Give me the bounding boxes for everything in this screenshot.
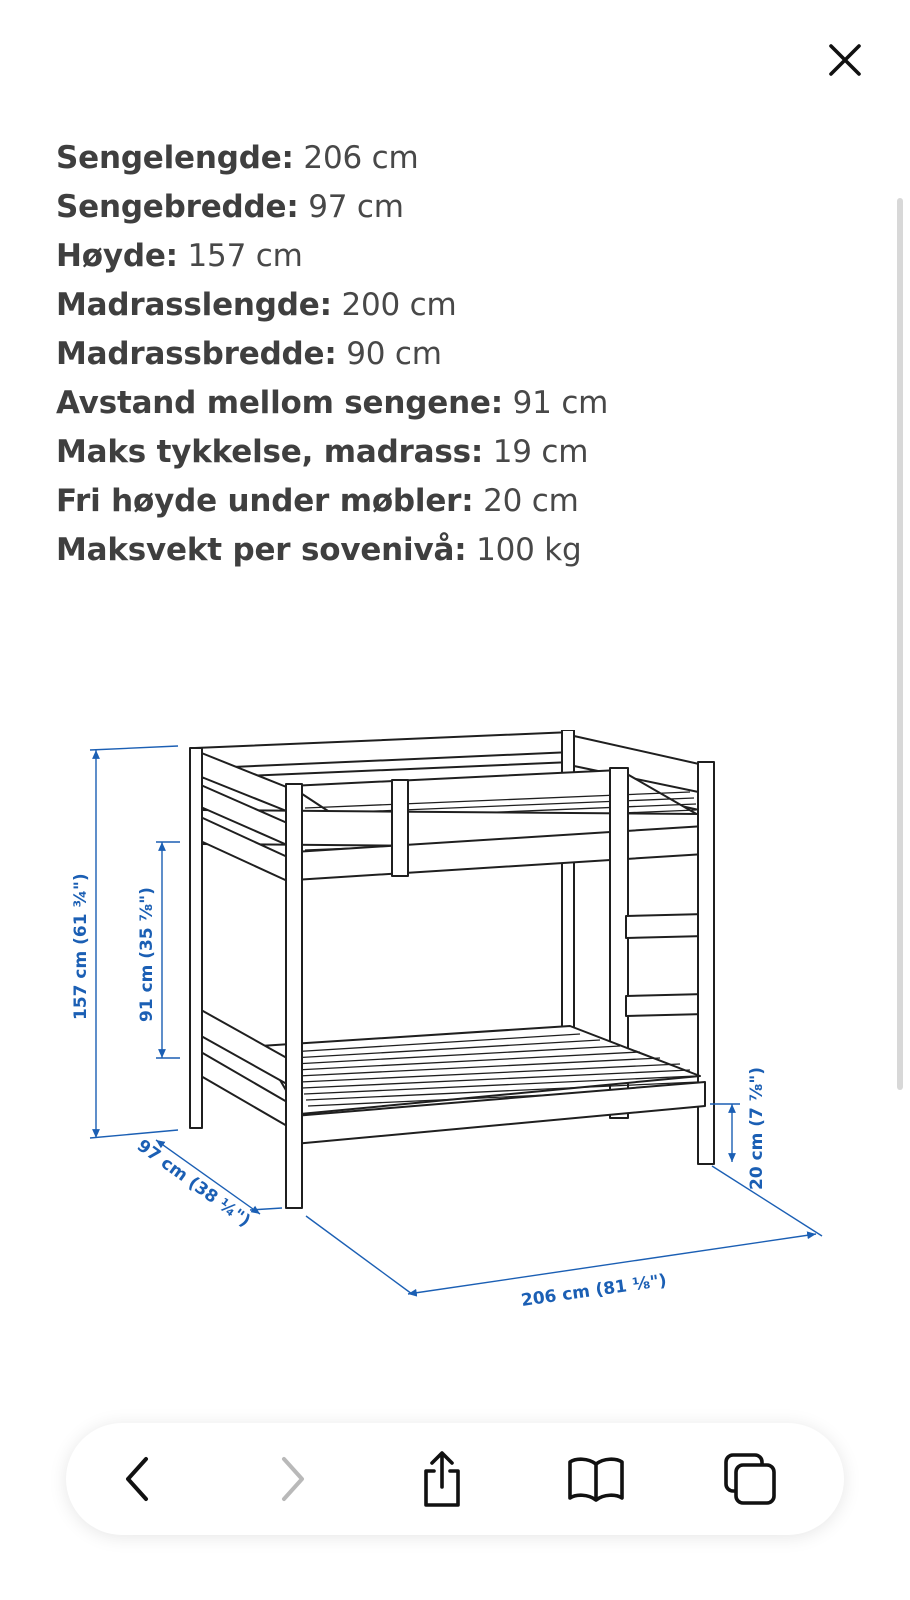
- forward-icon: [274, 1455, 310, 1503]
- forward-button[interactable]: [262, 1449, 322, 1509]
- spec-row: [56, 379, 608, 428]
- back-icon: [120, 1455, 156, 1503]
- bunk-bed-dimension-drawing: [60, 730, 850, 1340]
- spec-label: Sengelengde:: [56, 140, 294, 176]
- dim-floor-clearance-label: 20 cm (7 ⅞"): [747, 1066, 767, 1190]
- spec-value: 200 cm: [341, 287, 457, 323]
- dim-between-beds-label: 91 cm (35 ⅞"): [137, 887, 157, 1022]
- spec-value: 20 cm: [483, 483, 579, 519]
- product-measurements-list: [56, 134, 608, 575]
- dim-width-label: 97 cm (38 ¼"): [133, 1135, 254, 1232]
- spec-row: [56, 183, 608, 232]
- spec-value: 206 cm: [303, 140, 419, 176]
- share-icon: [417, 1449, 467, 1509]
- spec-label: Madrassbredde:: [56, 336, 337, 372]
- spec-row: [56, 232, 608, 281]
- spec-label: Maksvekt per sovenivå:: [56, 532, 467, 568]
- spec-row: [56, 330, 608, 379]
- bookmarks-button[interactable]: [566, 1449, 626, 1509]
- spec-row: [56, 281, 608, 330]
- close-icon: [828, 43, 862, 77]
- scrollbar[interactable]: [897, 198, 903, 1090]
- spec-row: [56, 526, 608, 575]
- spec-value: 97 cm: [308, 189, 404, 225]
- back-button[interactable]: [108, 1449, 168, 1509]
- spec-row: [56, 134, 608, 183]
- spec-label: Sengebredde:: [56, 189, 299, 225]
- spec-label: Avstand mellom sengene:: [56, 385, 503, 421]
- close-button[interactable]: [818, 33, 872, 87]
- browser-toolbar: [66, 1423, 844, 1535]
- share-button[interactable]: [412, 1449, 472, 1509]
- spec-label: Høyde:: [56, 238, 178, 274]
- spec-value: 157 cm: [187, 238, 303, 274]
- tabs-icon: [722, 1451, 778, 1507]
- tabs-button[interactable]: [720, 1449, 780, 1509]
- book-icon: [566, 1454, 626, 1504]
- spec-row: [56, 428, 608, 477]
- spec-value: 100 kg: [476, 532, 582, 568]
- bunk-bed-illustration: [190, 730, 714, 1208]
- dim-height-label: 157 cm (61 ¾"): [71, 873, 91, 1020]
- spec-label: Fri høyde under møbler:: [56, 483, 474, 519]
- spec-label: Madrasslengde:: [56, 287, 332, 323]
- spec-value: 90 cm: [346, 336, 442, 372]
- spec-label: Maks tykkelse, madrass:: [56, 434, 484, 470]
- spec-value: 91 cm: [512, 385, 609, 421]
- spec-value: 19 cm: [492, 434, 589, 470]
- dim-length-label: 206 cm (81 ⅛"): [519, 1270, 668, 1311]
- spec-row: [56, 477, 608, 526]
